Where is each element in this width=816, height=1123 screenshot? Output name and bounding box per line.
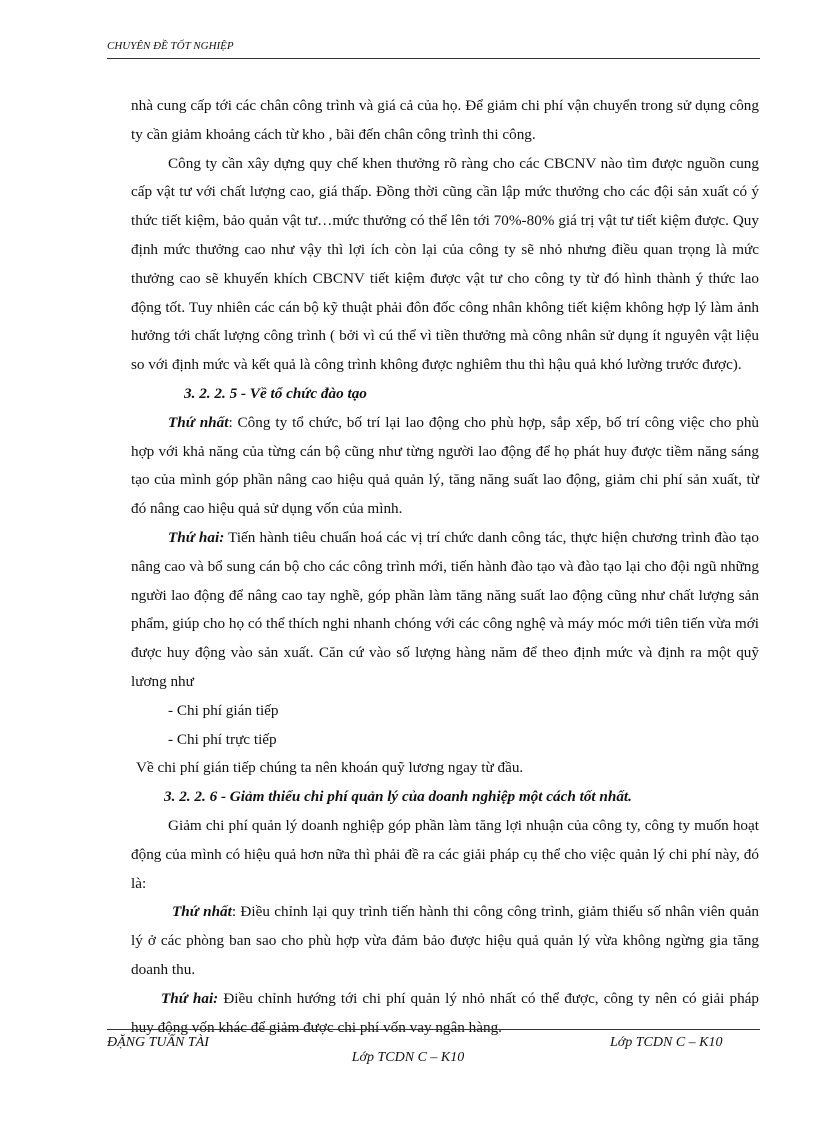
- paragraph-training-second: [131, 524, 759, 697]
- paragraph-2: Công ty cần xây dựng quy chế khen thưởng rõ ràng cho các CBCNV nào tìm được nguồn cung cấp vật tư với chất lượng cao, giá thấp. Đồng thời cũng cần lập mức thưởng cho các đội sản xuất có ý thức tiết kiệm, bảo quản vật tư…mức thưởng có thể lên tới 70%-80% giá trị vật tư tiết kiệm được. Quy định mức thưởng cao như vậy thì lợi ích còn lại của công ty sẽ nhỏ nhưng điều quan trọng là mức thưởng cao sẽ khuyến khích CBCNV tiết kiệm được vật tư cho công ty từ đó hình thành ý thức lao động tốt. Tuy nhiên các cán bộ kỹ thuật phải đôn đốc công nhân không tiết kiệm không hợp lý làm ảnh hưởng tới chất lượng công trình ( bởi vì cú thể vì tiền thưởng mà công nhân sử dụng ít nguyên vật liệu so với định mức và kết quả là công trình không được nghiêm thu thì hậu quả khó lường trước được).: [131, 154, 759, 374]
- section-heading-3-2-2-5: 3. 2. 2. 5 - Về tổ chức đào tạo: [184, 384, 367, 402]
- lead-thu-nhat: Thứ nhất: [168, 413, 229, 431]
- paragraph-management-first-text: : Điều chỉnh lại quy trình tiến hành thi công công trình, giảm thiểu số nhân viên quản lý ở các phòng ban sao cho phù hợp vừa đảm bảo được hiệu quả quản lý vừa không ngừng gia tăng doanh thu.: [131, 903, 760, 978]
- page-body: [131, 92, 759, 1042]
- lead-thu-nhat-2: Thứ nhất: [172, 903, 232, 921]
- paragraph-management-second-text: Điều chỉnh hướng tới chi phí quản lý nhỏ nhất có thể được, công ty nên có giải pháp huy động vốn khác để giảm được chi phí vốn vay ngân hàng.: [131, 989, 760, 1036]
- lead-thu-hai-2: Thứ hai:: [161, 989, 219, 1007]
- paragraph-management-second: [131, 985, 759, 1043]
- paragraph-training-first-text: : Công ty tổ chức, bố trí lại lao động cho phù hợp, sắp xếp, bố trí công việc cho phù hợp với khả năng của từng cán bộ cũng như từng người lao động để họ phát huy được tiềm năng sáng tạo của mình góp phần nâng cao hiệu quả quản lý, tăng năng suất lao động, giảm chi phí sản xuất, từ đó nâng cao hiệu quả sử dụng vốn của mình.: [131, 413, 760, 518]
- paragraph-management-cost: Giảm chi phí quản lý doanh nghiệp góp phần làm tăng lợi nhuận của công ty, công ty muốn hoạt động của mình có hiệu quả hơn nữa thì phải đề ra các giải pháp cụ thể cho việc quản lý chi phí này, đó là:: [131, 816, 759, 892]
- list-item-direct-cost: - Chi phí trực tiếp: [168, 730, 277, 748]
- footer-divider: [107, 1029, 760, 1030]
- paragraph-management-first: [131, 898, 759, 984]
- footer-author: ĐẶNG TUẤN TÀI: [107, 1035, 209, 1050]
- header-divider: [107, 58, 760, 59]
- paragraph-training-first: [131, 409, 759, 524]
- paragraph-1: nhà cung cấp tới các chân công trình và giá cả của họ. Để giảm chi phí vận chuyển trong sử dụng công ty cần giảm khoảng cách từ kho , bãi đến chân công trình thi công.: [131, 97, 759, 143]
- footer-class-right: Lớp TCDN C – K10: [610, 1035, 723, 1050]
- paragraph-training-second-text: Tiến hành tiêu chuẩn hoá các vị trí chức danh công tác, thực hiện chương trình đào tạo nâng cao và bổ sung cán bộ cho các công trình mới, tiến hành đào tạo và đào tạo lại cho đội ngũ những người lao động để nâng cao tay nghề, góp phần làm tăng năng suất lao động cũng như chất lượng sản phẩm, giúp cho họ có thể thích nghi nhanh chóng với các công nghệ và máy móc mới tiên tiến vừa mới được huy động vào sản xuất. Căn cứ vào số lượng hàng năm để theo định mức và định ra một quỹ lương như: [131, 528, 759, 690]
- page-header-title: CHUYÊN ĐỀ TỐT NGHIỆP: [107, 40, 234, 52]
- section-heading-3-2-2-6: 3. 2. 2. 6 - Giảm thiểu chi phí quản lý của doanh nghiệp một cách tốt nhất.: [164, 788, 632, 806]
- paragraph-indirect-cost: Về chi phí gián tiếp chúng ta nên khoán quỹ lương ngay từ đầu.: [136, 759, 524, 777]
- lead-thu-hai: Thứ hai:: [168, 528, 225, 546]
- footer-class-center: Lớp TCDN C – K10: [351, 1050, 465, 1065]
- list-item-indirect-cost: - Chi phí gián tiếp: [168, 701, 279, 719]
